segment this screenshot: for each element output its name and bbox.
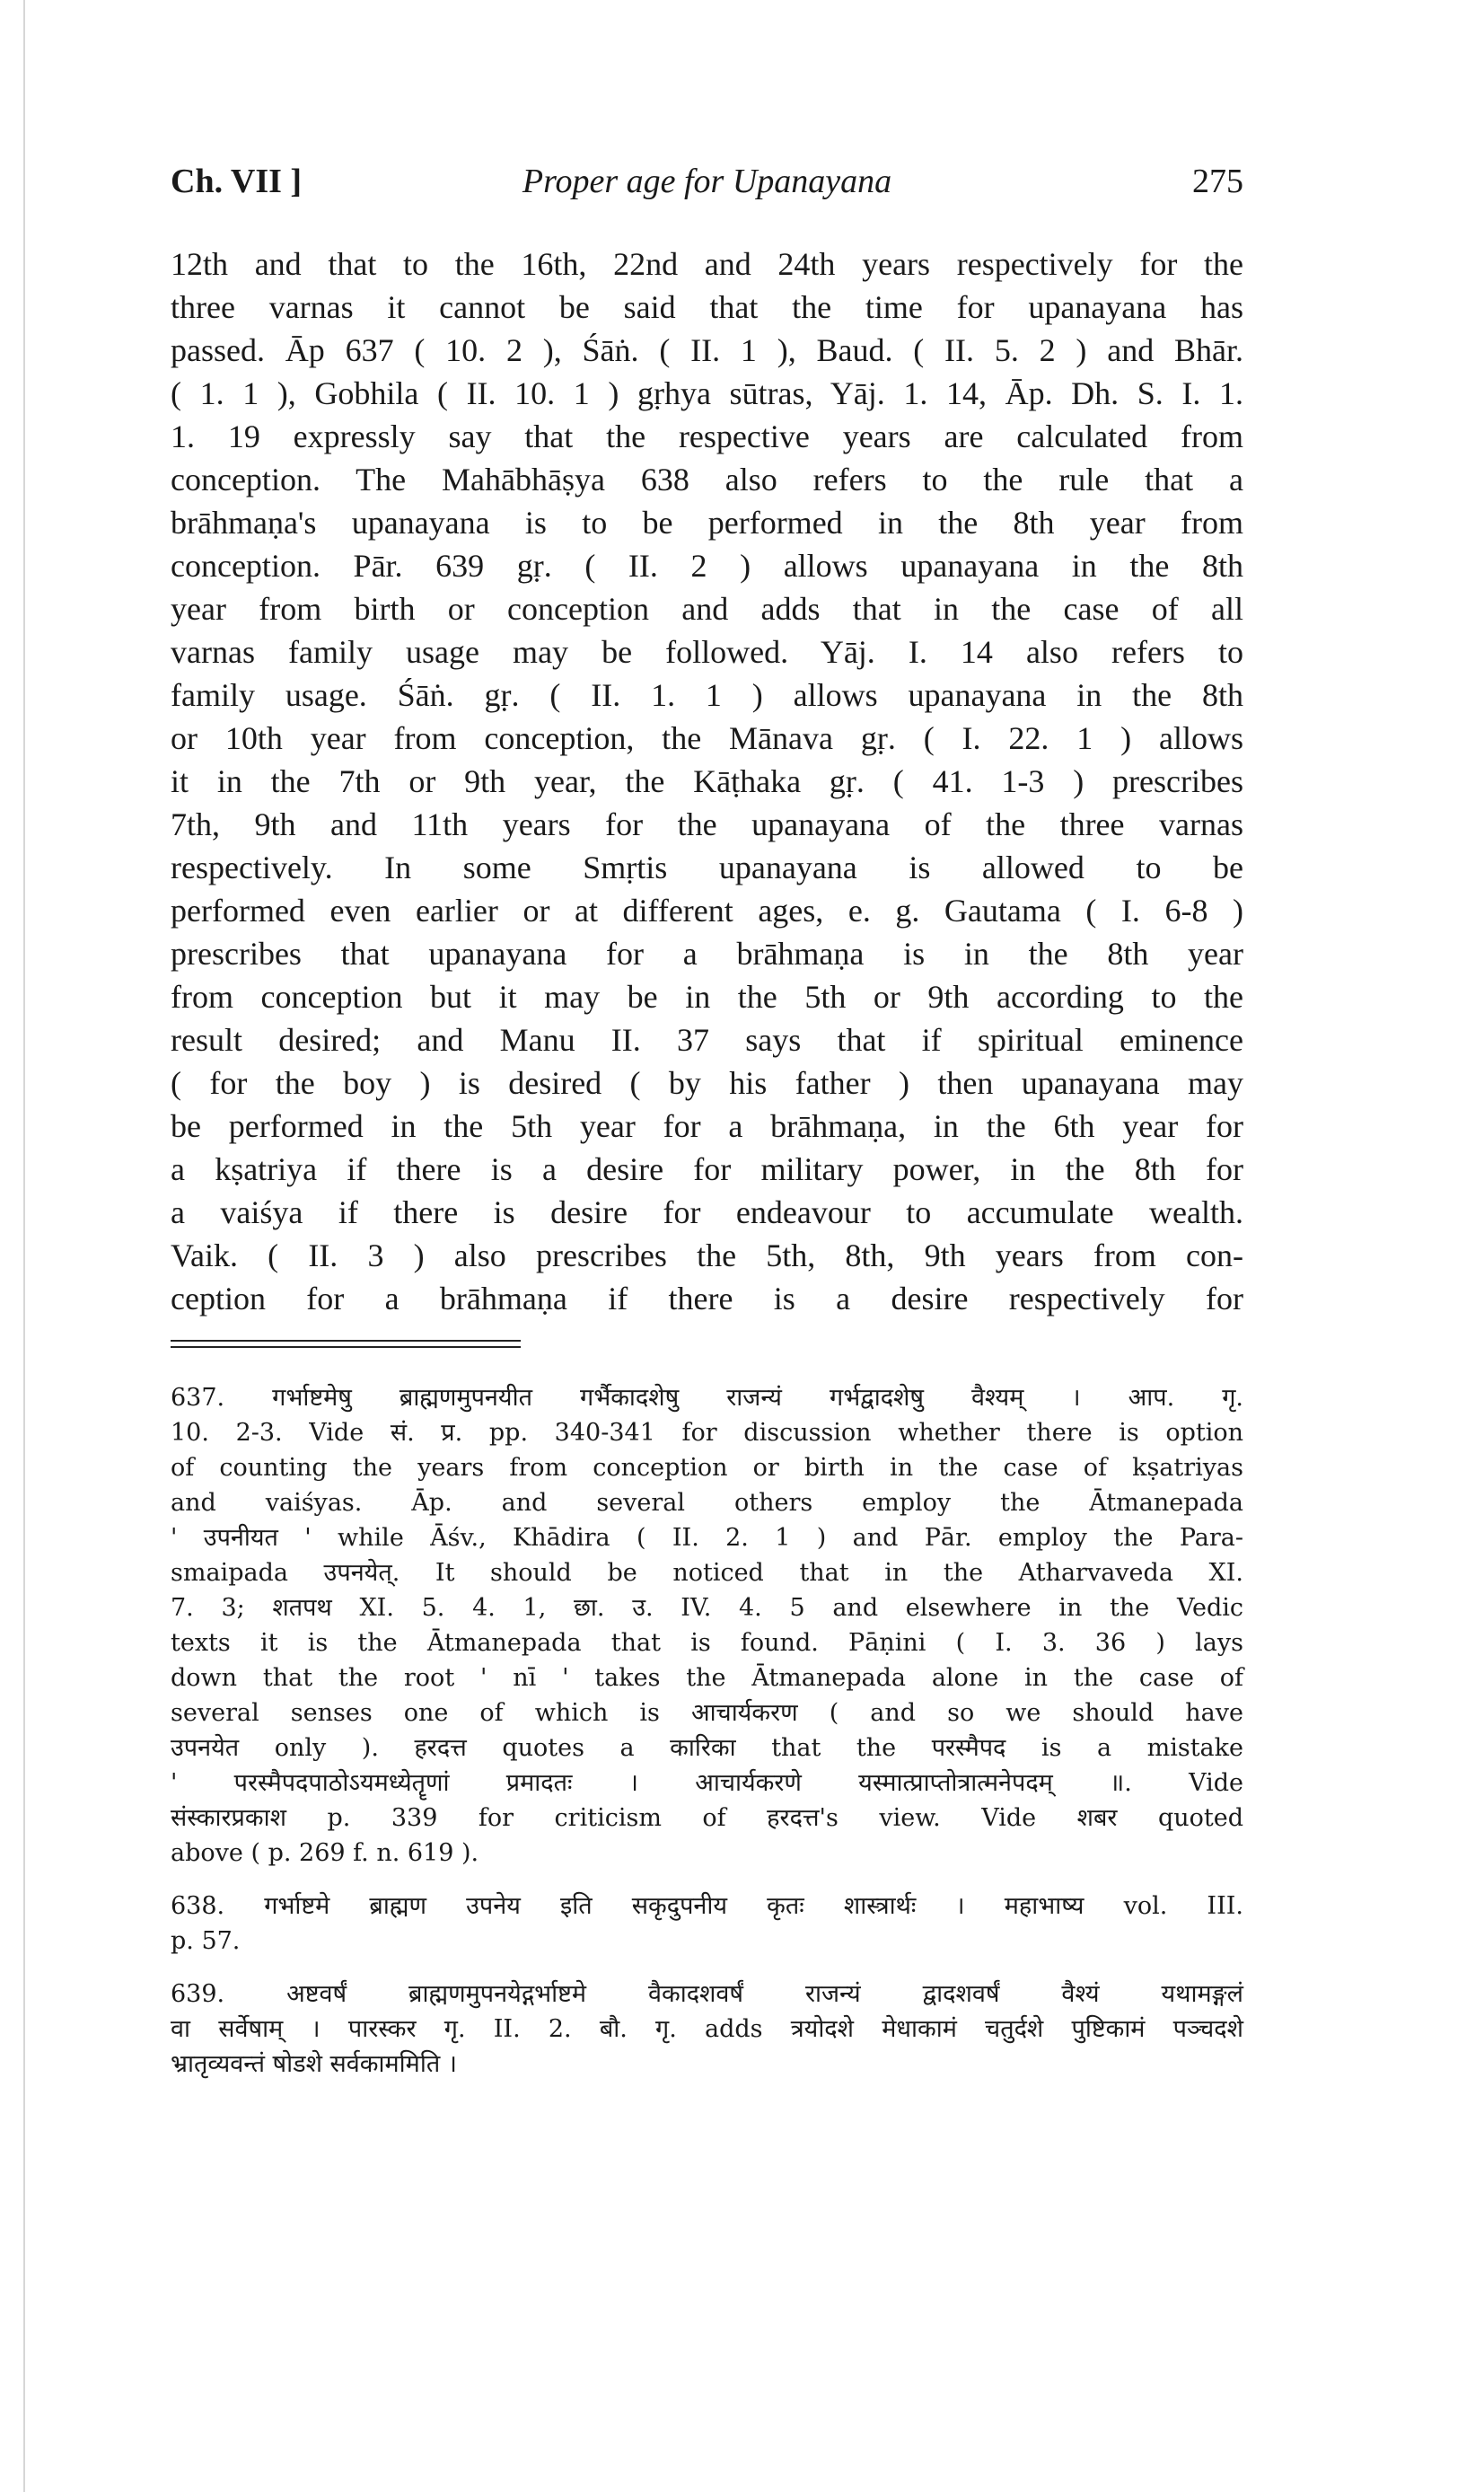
body-line: or 10th year from conception, the Mānava gṛ. ( I. 22. 1 ) allows <box>171 720 1243 756</box>
footnote-line: down that the root ' nī ' takes the Ātmanepada alone in the case of <box>171 1664 1243 1692</box>
body-line: year from birth or conception and adds that in the case of all <box>171 591 1243 627</box>
footnote-line: p. 57. <box>171 1927 241 1955</box>
body-line: family usage. Śāṅ. gṛ. ( II. 1. 1 ) allows upanayana in the 8th <box>171 677 1243 713</box>
body-line: 1. 19 expressly say that the respective years are calculated from <box>171 418 1243 454</box>
body-line: conception. Pār. 639 gṛ. ( II. 2 ) allows upanayana in the 8th <box>171 548 1243 584</box>
footnote-line: संस्कारप्रकाश p. 339 for criticism of हरदत्त's view. Vide शबर quoted <box>171 1804 1243 1832</box>
body-line: brāhmaṇa's upanayana is to be performed in the 8th year from <box>171 505 1243 541</box>
footnote-rule <box>171 1340 521 1348</box>
rule-line <box>171 1346 521 1348</box>
rule-line <box>171 1340 521 1342</box>
footnotes <box>171 1380 1243 2082</box>
footnote-line: of counting the years from conception or birth in the case of kṣatriyas <box>171 1454 1243 1482</box>
body-line: ( 1. 1 ), Gobhila ( II. 10. 1 ) gṛhya sūtras, Yāj. 1. 14, Āp. Dh. S. I. 1. <box>171 375 1243 411</box>
footnote-line: 639. अष्टवर्षं ब्राह्मणमुपनयेद्गर्भाष्टमे वैकादशवर्षं राजन्यं द्वादशवर्षं वैश्यं यथामङ्गलं <box>171 1980 1243 2008</box>
footnote-line: उपनयेत only ). हरदत्त quotes a कारिका that the परस्मैपद is a mistake <box>171 1734 1243 1762</box>
footnote-line: texts it is the Ātmanepada that is found. Pāṇini ( I. 3. 36 ) lays <box>171 1629 1243 1657</box>
running-title: Proper age for Upanayana <box>522 163 892 200</box>
body-line: Vaik. ( II. 3 ) also prescribes the 5th, 8th, 9th years from con- <box>171 1237 1243 1273</box>
footnote-line: ' उपनीयत ' while Āśv., Khādira ( II. 2. 1 ) and Pār. employ the Para- <box>171 1524 1243 1552</box>
body-line: a vaiśya if there is desire for endeavour to accumulate wealth. <box>171 1194 1243 1230</box>
body-line: ( for the boy ) is desired ( by his father ) then upanayana may <box>171 1065 1243 1101</box>
footnote-638 <box>171 1889 1243 1959</box>
footnote-line: 638. गर्भाष्टमे ब्राह्मण उपनेय इति सकृदुपनीय कृतः शास्त्रार्थः । महाभाष्य vol. III. <box>171 1892 1243 1920</box>
body-line: be performed in the 5th year for a brāhmaṇa, in the 6th year for <box>171 1108 1243 1144</box>
footnote-line: several senses one of which is आचार्यकरण ( and so we should have <box>171 1699 1243 1727</box>
body-line: prescribes that upanayana for a brāhmaṇa is in the 8th year <box>171 936 1243 972</box>
body-line: varnas family usage may be followed. Yāj. I. 14 also refers to <box>171 634 1243 670</box>
body-line: performed even earlier or at different ages, e. g. Gautama ( I. 6-8 ) <box>171 893 1243 929</box>
footnote-line: and vaiśyas. Āp. and several others employ the Ātmanepada <box>171 1489 1243 1517</box>
body-text <box>171 242 1243 1320</box>
footnote-639 <box>171 1977 1243 2082</box>
body-line: 12th and that to the 16th, 22nd and 24th years respectively for the <box>171 246 1243 282</box>
footnote-line: 10. 2-3. Vide सं. प्र. pp. 340-341 for discussion whether there is option <box>171 1419 1243 1447</box>
page-edge-line <box>23 0 25 2492</box>
footnote-line: 7. 3; शतपथ XI. 5. 4. 1, छा. उ. IV. 4. 5 and elsewhere in the Vedic <box>171 1594 1243 1622</box>
body-line: three varnas it cannot be said that the time for upanayana has <box>171 289 1243 325</box>
page <box>171 153 1243 2082</box>
body-line: conception. The Mahābhāṣya 638 also refers to the rule that a <box>171 462 1243 498</box>
footnote-line: 637. गर्भाष्टमेषु ब्राह्मणमुपनयीत गर्भैकादशेषु राजन्यं गर्भद्वादशेषु वैश्यम् । आप. गृ. <box>171 1384 1243 1412</box>
footnote-line: वा सर्वेषाम् । पारस्कर गृ. II. 2. बौ. गृ. adds त्रयोदशे मेधाकामं चतुर्दशे पुष्टिकामं पञ्चदशे <box>171 2015 1243 2043</box>
footnote-line: above ( p. 269 f. n. 619 ). <box>171 1839 479 1867</box>
footnote-637 <box>171 1380 1243 1871</box>
body-line: a kṣatriya if there is a desire for military power, in the 8th for <box>171 1151 1243 1187</box>
chapter-label: Ch. VII ] <box>171 163 303 200</box>
page-number: 275 <box>1192 163 1243 200</box>
footnote-line: ' परस्मैपदपाठोऽयमध्येतॄणां प्रमादतः । आचार्यकरणे यस्मात्प्राप्तोत्रात्मनेपदम् ॥. Vide <box>171 1769 1243 1797</box>
footnote-line: भ्रातृव्यवन्तं षोडशे सर्वकाममिति । <box>171 2050 458 2078</box>
running-head <box>171 153 1243 207</box>
body-line: ception for a brāhmaṇa if there is a desire respectively for <box>171 1281 1243 1316</box>
body-line: from conception but it may be in the 5th or 9th according to the <box>171 979 1243 1015</box>
footnote-line: smaipada उपनयेत्. It should be noticed that in the Atharvaveda XI. <box>171 1559 1243 1587</box>
body-line: 7th, 9th and 11th years for the upanayana of the three varnas <box>171 806 1243 842</box>
body-line: result desired; and Manu II. 37 says that if spiritual eminence <box>171 1022 1243 1058</box>
body-line: passed. Āp 637 ( 10. 2 ), Śāṅ. ( II. 1 ), Baud. ( II. 5. 2 ) and Bhār. <box>171 332 1243 368</box>
body-line: respectively. In some Smṛtis upanayana is allowed to be <box>171 850 1243 885</box>
body-line: it in the 7th or 9th year, the Kāṭhaka gṛ. ( 41. 1-3 ) prescribes <box>171 763 1243 799</box>
